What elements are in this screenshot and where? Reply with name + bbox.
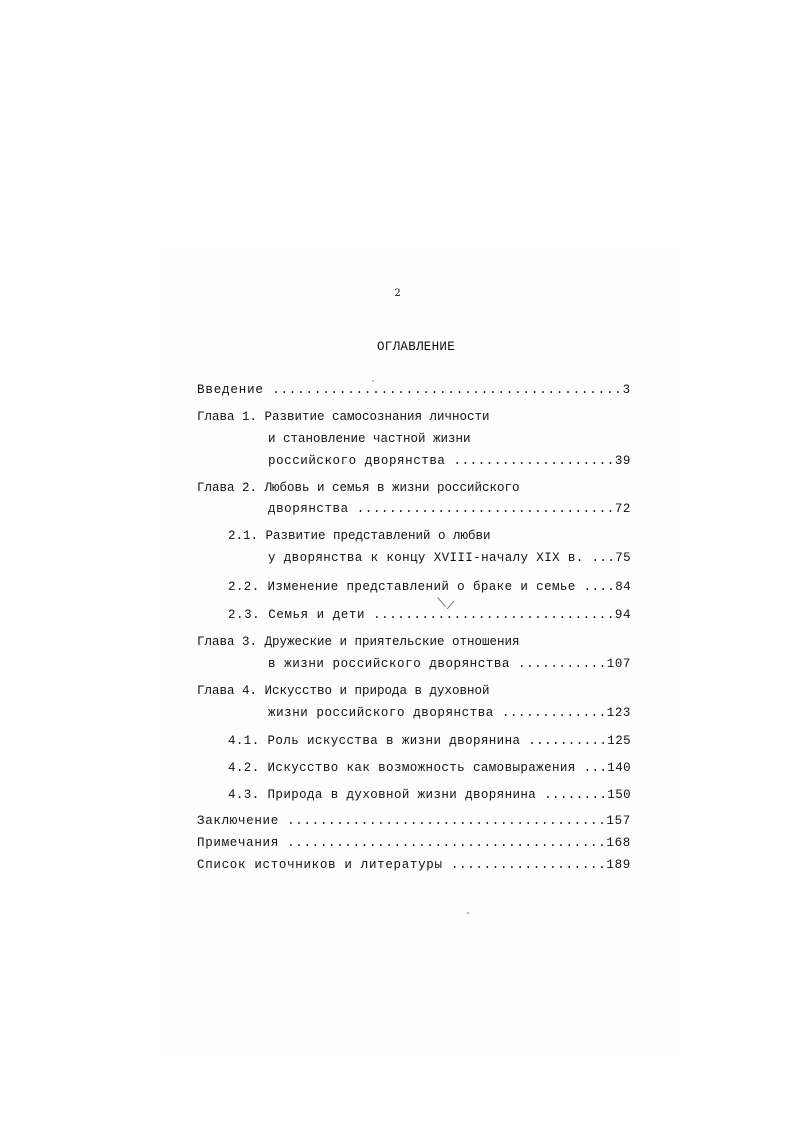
toc-entry-section-4-2: 4.2. Искусство как возможность самовыражения ...140 [228, 761, 632, 775]
toc-entry-section-2-1: 2.1. Развитие представлений о любви [228, 529, 491, 543]
toc-entry-section-2-2: 2.2. Изменение представлений о браке и семье ....84 [228, 580, 632, 594]
toc-entry-section-2-1-line-2: у дворянства к концу XVIII-началу XIX в. ...75 [268, 551, 631, 565]
toc-entry-bibliography: Список источников и литературы ...................189 [197, 858, 631, 872]
toc-entry-chapter-2: Глава 2. Любовь и семья в жизни российского [197, 481, 520, 495]
scan-artifact [467, 912, 469, 914]
toc-entry-chapter-4-line-2: жизни российского дворянства .............123 [268, 706, 631, 720]
scan-artifact [372, 380, 374, 382]
toc-entry-chapter-3: Глава 3. Дружеские и приятельские отношения [197, 635, 520, 649]
toc-entry-conclusion: Заключение .......................................157 [197, 814, 631, 828]
toc-entry-chapter-3-line-2: в жизни российского дворянства ...........107 [268, 657, 631, 671]
toc-entry-chapter-1: Глава 1. Развитие самосознания личности [197, 410, 490, 424]
toc-entry-notes: Примечания .......................................168 [197, 836, 631, 850]
toc-entry-chapter-1-line-3: российского дворянства ....................39 [268, 454, 631, 468]
toc-entry-section-2-3: 2.3. Семья и дети ..............................94 [228, 608, 632, 622]
toc-entry-section-4-3: 4.3. Природа в духовной жизни дворянина ........150 [228, 788, 632, 802]
toc-entry-chapter-1-line-2: и становление частной жизни [268, 432, 471, 446]
scanned-page [160, 252, 680, 1052]
toc-entry-section-4-1: 4.1. Роль искусства в жизни дворянина ..........125 [228, 734, 632, 748]
toc-entry-chapter-2-line-2: дворянства ................................72 [268, 502, 631, 516]
toc-entry-chapter-4: Глава 4. Искусство и природа в духовной [197, 684, 490, 698]
toc-entry-introduction: Введение ..........................................3 [197, 383, 632, 397]
page-number: 2 [394, 288, 401, 299]
toc-title: ОГЛАВЛЕНИЕ [376, 340, 455, 354]
